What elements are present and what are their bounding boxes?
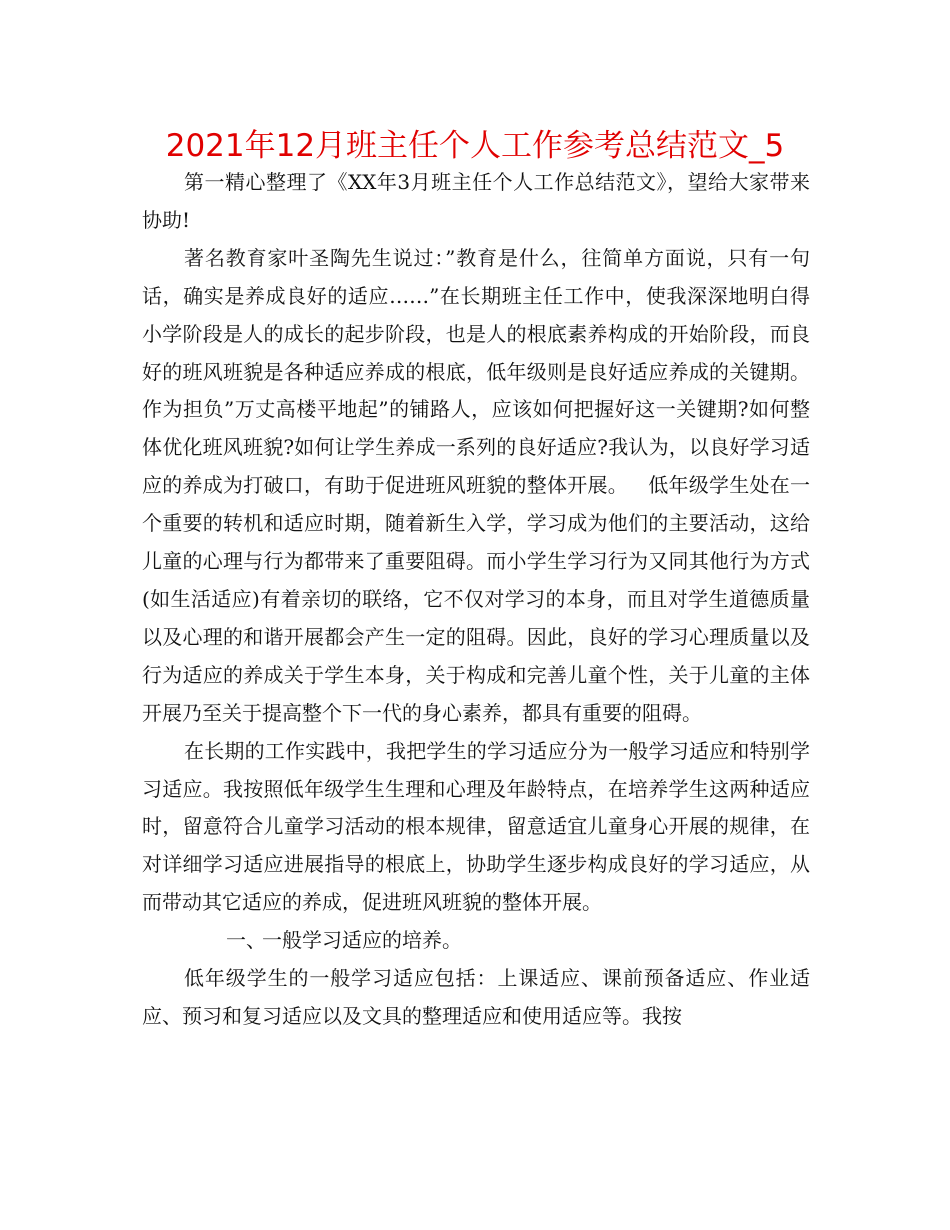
document-title: 2021年12月班主任个人工作参考总结范文_5 [165,128,785,164]
document-body [142,164,810,1036]
paragraph-intro: 第一精心整理了《XX年3月班主任个人工作总结范文》，望给大家带来协助! [142,170,810,232]
paragraph-quote-text: 著名教育家叶圣陶先生说过：”教育是什么，往简单方面说，只有一句话，确实是养成良好的适应……”在长期班主任工作中，使我深深地明白得小学阶段是人的成长的起步阶段，也是人的根底素养构成的开始阶段，而良好的班风班貌是各种适应养成的根底，低年级则是良好适应养成的关键期。作为担负”万丈高楼平地起”的铺路人，应该如何把握好这一关键期?如何整体优化班风班貌?如何让学生养成一系列的良好适应?我认为，以良好学习适应的养成为打破口，有助于促进班风班貌的整体开展。 [142,245,810,498]
paragraph-transition-text: 低年级学生处在一个重要的转机和适应时期，随着新生入学，学习成为他们的主要活动，这给儿童的心理与行为都带来了重要阻碍。而小学生学习行为又同其他行为方式(如生活适应)有着亲切的联络，它不仅对学习的本身，而且对学生道德质量以及心理的和谐开展都会产生一定的阻碍。因此，良好的学习心理质量以及行为适应的养成关于学生本身，关于构成和完善儿童个性，关于儿童的主体开展乃至关于提高整个下一代的身心素养，都具有重要的阻碍。 [142,473,810,725]
paragraph-general-habits: 低年级学生的一般学习适应包括：上课适应、课前预备适应、作业适应、预习和复习适应以及文具的整理适应和使用适应等。我按 [142,966,810,1028]
section-number: 一、 [226,928,266,953]
section-heading [142,922,810,960]
section-heading-text: 一般学习适应的培养。 [262,928,462,953]
paragraph-practice: 在长期的工作实践中，我把学生的学习适应分为一般学习适应和特别学习适应。我按照低年级学生生理和心理及年龄特点，在培养学生这两种适应时，留意符合儿童学习活动的根本规律，留意适宜儿童身心开展的规律，在对详细学习适应进展指导的根底上，协助学生逐步构成良好的学习适应，从而带动其它适应的养成，促进班风班貌的整体开展。 [142,738,810,915]
paragraph-quote [142,240,810,733]
